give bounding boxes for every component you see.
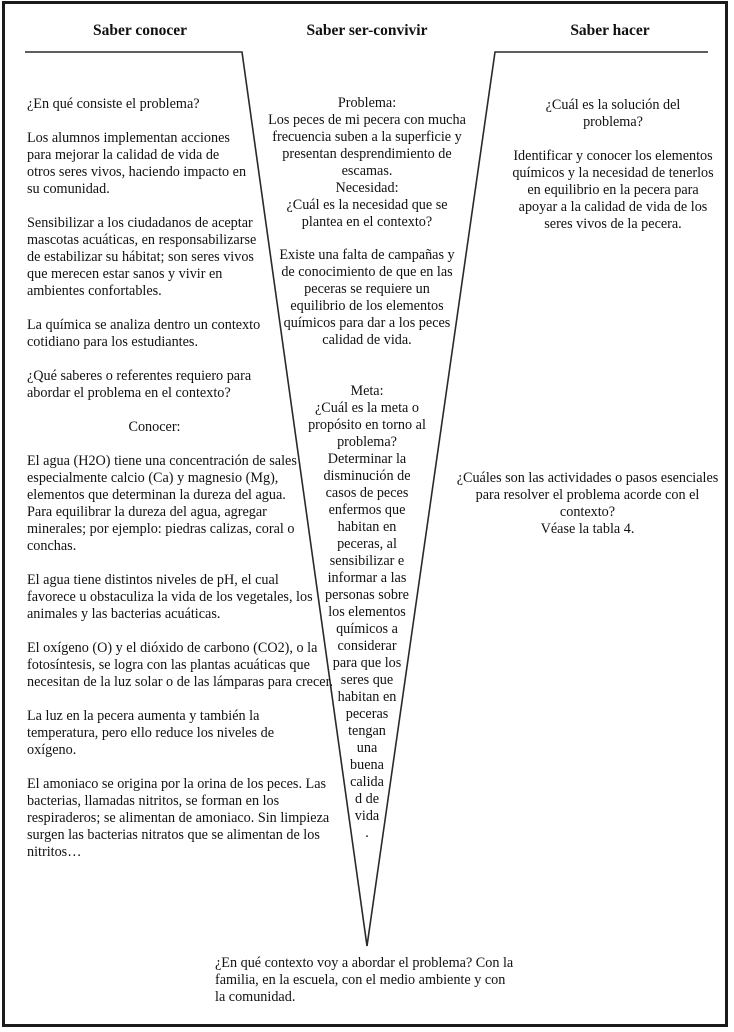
left-conocer-oxygen: El oxígeno (O) y el dióxido de carbono (CO2), o la fotosíntesis, se logra con las plantas acuáticas que necesitan de la luz solar o de las lámparas para crecer. bbox=[27, 640, 334, 690]
meta-text-line: tengan bbox=[348, 723, 386, 739]
middle-need-answer bbox=[275, 247, 459, 349]
left-question-saberes: ¿Qué saberes o referentes requiero para abordar el problema en el contexto? bbox=[27, 368, 252, 401]
meta-text-line: para que los bbox=[332, 655, 402, 671]
meta-text-line: peceras, al bbox=[337, 536, 397, 552]
right-answer-activities: Véase la tabla 4. bbox=[540, 521, 635, 537]
meta-text-line: informar a las bbox=[327, 570, 407, 586]
left-conocer-ammonia: El amoniaco se origina por la orina de los peces. Las bacterias, llamadas nitritos, se forman en los respiraderos; se alimentan de amoniaco. Sin limpieza surgen las bacterias nitratos que se alimentan de los nitritos… bbox=[27, 776, 330, 860]
meta-text-line: habitan en bbox=[337, 689, 397, 705]
meta-text-line: vida bbox=[354, 808, 380, 824]
problema-text: Los peces de mi pecera con mucha frecuencia suben a la superficie y presentan desprendimiento de escamas. bbox=[268, 112, 466, 179]
left-paragraph-1: Los alumnos implementan acciones para mejorar la calidad de vida de otros seres vivos, haciendo impacto en su comunidad. bbox=[27, 130, 247, 197]
meta-text-line: los elementos bbox=[328, 604, 406, 620]
left-question-problem: ¿En qué consiste el problema? bbox=[27, 96, 200, 112]
right-solution-block bbox=[508, 97, 718, 250]
meta-text-line: químicos a bbox=[336, 621, 398, 637]
left-paragraph-2: Sensibilizar a los ciudadanos de aceptar mascotas acuáticas, en responsabilizarse de estabilizar su hábitat; son seres vivos que merecen estar sanos y vivir en ambientes confortables. bbox=[27, 215, 257, 299]
meta-text-line: peceras bbox=[345, 706, 389, 722]
header-saber-conocer: Saber conocer bbox=[93, 22, 187, 39]
header-saber-ser-convivir: Saber ser-convivir bbox=[306, 22, 428, 39]
bottom-context: ¿En qué contexto voy a abordar el problema? Con la familia, en la escuela, con el medio ambiente y con la comunidad. bbox=[215, 955, 514, 1005]
right-answer-solution: Identificar y conocer los elementos químicos y la necesidad de tenerlos en equilibrio en la pecera para apoyar a la calidad de vida de los seres vivos de la pecera. bbox=[512, 148, 714, 232]
necesidad-label: Necesidad: bbox=[335, 180, 399, 196]
meta-text-line: personas sobre bbox=[325, 587, 409, 603]
meta-label: Meta: bbox=[350, 383, 384, 399]
meta-text-line: habitan en bbox=[337, 519, 397, 535]
header-saber-hacer: Saber hacer bbox=[570, 22, 650, 39]
meta-text-line: sensibilizar e bbox=[329, 553, 405, 569]
middle-problem-block bbox=[262, 95, 472, 180]
necesidad-text: Existe una falta de campañas y de conocimiento de que en las peceras se requiere un equilibrio de los elementos químicos para dar a los peces calidad de vida. bbox=[279, 247, 455, 348]
middle-need-block bbox=[270, 180, 464, 231]
meta-text-line: considerar bbox=[337, 638, 397, 654]
meta-text-line: . bbox=[365, 825, 369, 841]
meta-text-line: buena bbox=[350, 757, 384, 773]
meta-text-line: Determinar la bbox=[327, 451, 407, 467]
meta-question: ¿Cuál es la meta o propósito en torno al problema? bbox=[308, 400, 426, 450]
right-question-solution: ¿Cuál es la solución del problema? bbox=[545, 97, 681, 130]
meta-text-line: una bbox=[356, 740, 378, 756]
right-question-activities: ¿Cuáles son las actividades o pasos esenciales para resolver el problema acorde con el contexto? bbox=[456, 470, 719, 520]
necesidad-question: ¿Cuál es la necesidad que se plantea en el contexto? bbox=[286, 197, 448, 230]
meta-text-line: d de bbox=[354, 791, 380, 807]
meta-text-line: casos de peces bbox=[325, 485, 409, 501]
meta-text-line: disminución de bbox=[323, 468, 411, 484]
left-paragraph-3: La química se analiza dentro un contexto cotidiano para los estudiantes. bbox=[27, 317, 261, 350]
left-conocer-ph: El agua tiene distintos niveles de pH, el cual favorece u obstaculiza la vida de los vegetales, los animales y las bacterias acuáticas. bbox=[27, 572, 313, 622]
right-activities-block bbox=[455, 470, 720, 538]
meta-text-line: enfermos que bbox=[328, 502, 406, 518]
left-conocer-water: El agua (H2O) tiene una concentración de sales especialmente calcio (Ca) y magnesio (Mg), elementos que determinan la dureza del agua. Para equilibrar la dureza del agua, agregar minerales; por ejemplo: piedras calizas, coral o conchas. bbox=[27, 453, 297, 554]
meta-text-line: seres que bbox=[340, 672, 394, 688]
left-subheading-conocer: Conocer: bbox=[128, 419, 181, 435]
left-conocer-light: La luz en la pecera aumenta y también la temperatura, pero ello reduce los niveles de oxígeno. bbox=[27, 708, 274, 758]
meta-text-line: calida bbox=[350, 774, 384, 790]
middle-goal-block bbox=[292, 383, 442, 842]
problema-label: Problema: bbox=[337, 95, 397, 111]
